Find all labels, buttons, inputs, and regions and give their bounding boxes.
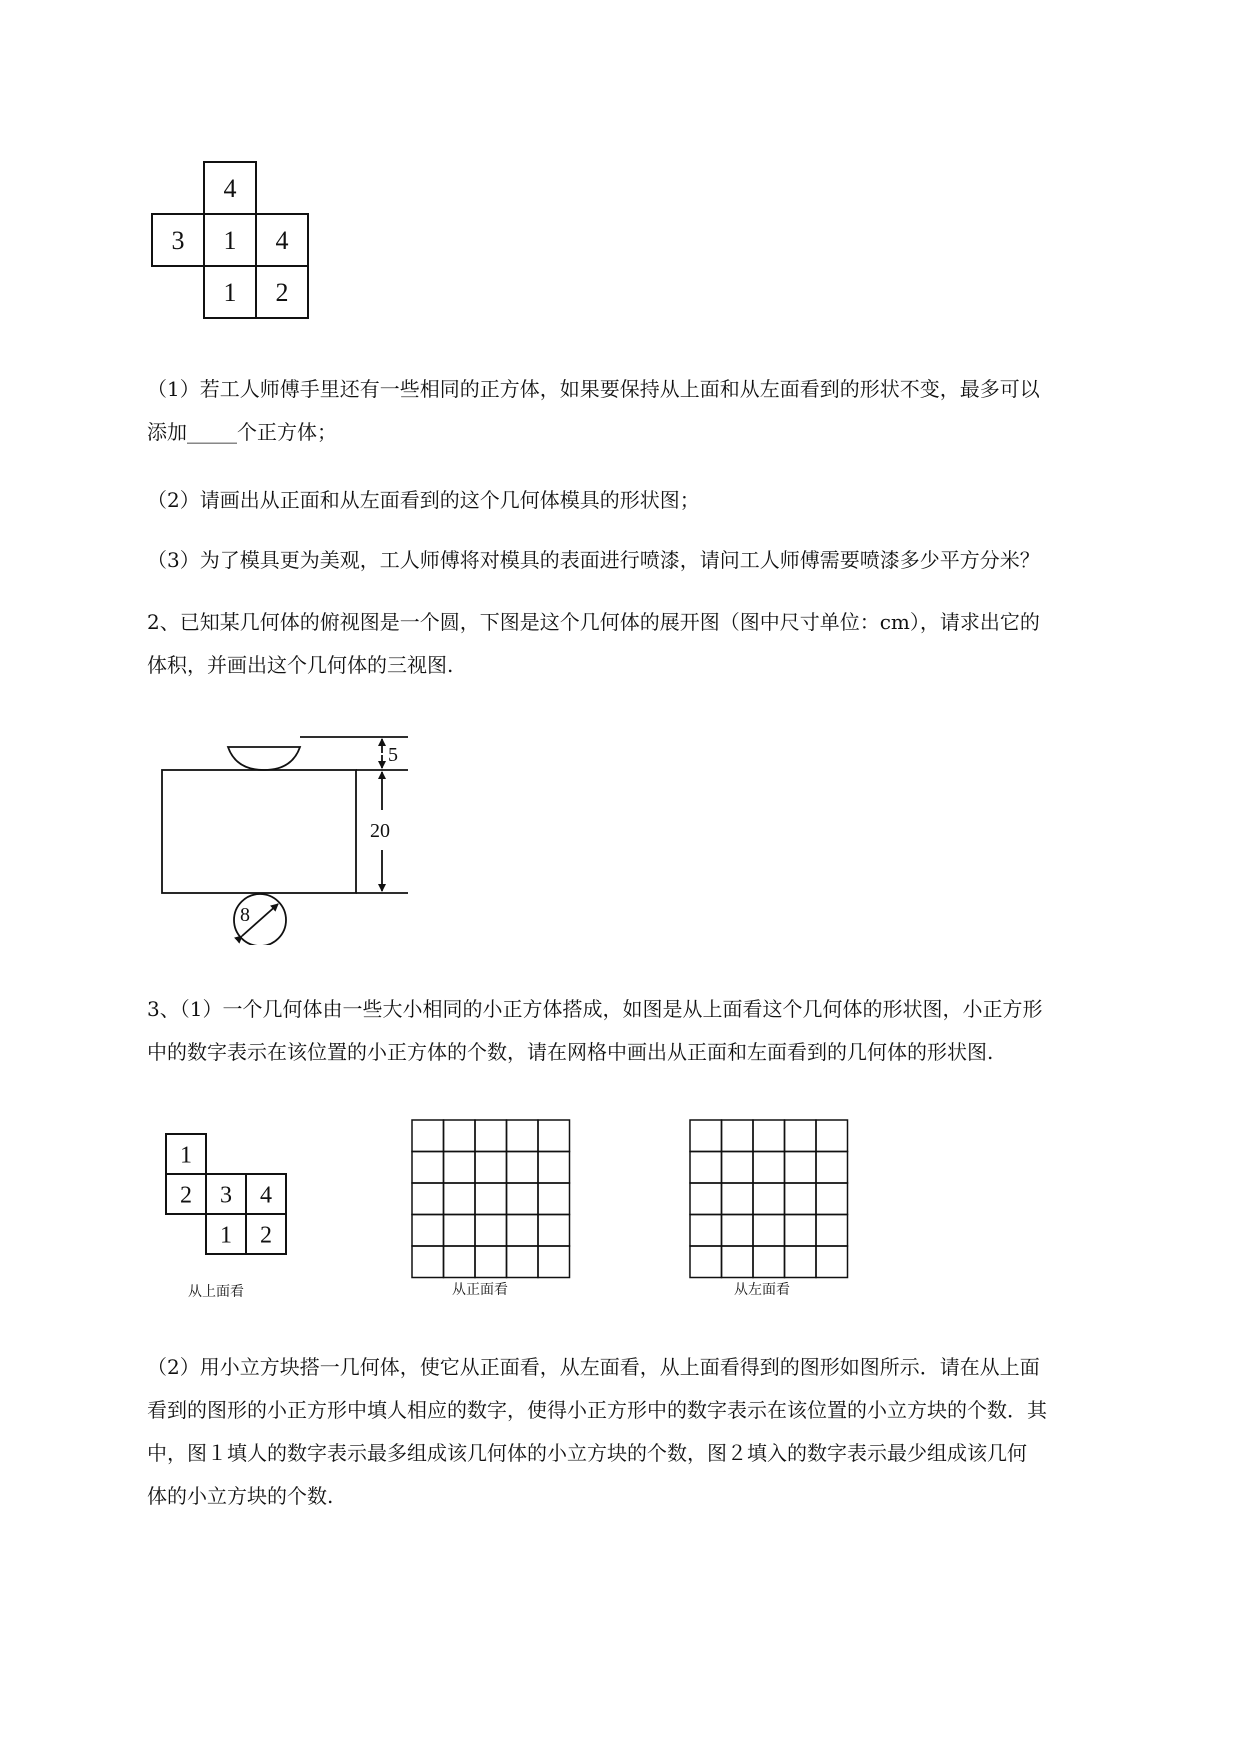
fig3-cell-number: 4 (260, 1182, 272, 1209)
q3-top-view-figure (160, 1130, 300, 1310)
left-grid-cell[interactable] (816, 1215, 848, 1247)
fig1-cell-number: 1 (223, 226, 237, 256)
left-grid-cell[interactable] (785, 1246, 817, 1278)
front-grid-cell[interactable] (538, 1215, 570, 1247)
left-grid-cell[interactable] (753, 1246, 785, 1278)
fig1-cell-number: 1 (223, 278, 237, 308)
fig3-cell-number: 3 (220, 1182, 232, 1209)
front-grid-cell[interactable] (444, 1120, 476, 1152)
cube-top-view-figure (150, 160, 310, 325)
q1-part1-line1: （1）若工人师傅手里还有一些相同的正方体，如果要保持从上面和从左面看到的形状不变，最多可以 (147, 377, 1040, 401)
dim-8-label: 8 (240, 904, 250, 926)
q2-line1: 2、已知某几何体的俯视图是一个圆，下图是这个几何体的展开图（图中尺寸单位：cm），请求出它的 (147, 610, 1040, 634)
left-grid-cell[interactable] (785, 1120, 817, 1152)
left-grid-cell[interactable] (753, 1215, 785, 1247)
front-grid-cell[interactable] (412, 1215, 444, 1247)
front-grid-cell[interactable] (475, 1215, 507, 1247)
left-grid-cell[interactable] (753, 1120, 785, 1152)
left-grid-cell[interactable] (816, 1120, 848, 1152)
front-grid-cell[interactable] (412, 1120, 444, 1152)
front-grid-cell[interactable] (538, 1120, 570, 1152)
caption-top-view: 从上面看 (188, 1285, 244, 1300)
fig3-cell-number: 2 (180, 1182, 192, 1209)
left-grid-cell[interactable] (816, 1152, 848, 1184)
front-grid-cell[interactable] (475, 1120, 507, 1152)
left-grid-cell[interactable] (753, 1183, 785, 1215)
front-grid-cell[interactable] (475, 1152, 507, 1184)
q3-part2-line4: 体的小立方块的个数. (147, 1484, 334, 1508)
q3-part2-line3: 中，图１填人的数字表示最多组成该几何体的小立方块的个数，图２填入的数字表示最少组成该几何 (147, 1441, 1027, 1465)
left-grid-cell[interactable] (690, 1183, 722, 1215)
left-grid-cell[interactable] (722, 1120, 754, 1152)
fig3-cell-number: 1 (220, 1222, 232, 1249)
dim-5-label: 5 (388, 744, 398, 766)
q3-line1: 3、（1）一个几何体由一些大小相同的小正方体搭成，如图是从上面看这个几何体的形状图，小正方形 (147, 997, 1043, 1021)
front-grid-cell[interactable] (507, 1183, 539, 1215)
q3-line2: 中的数字表示在该位置的小正方体的个数，请在网格中画出从正面和左面看到的几何体的形状图. (147, 1040, 994, 1064)
fig1-cell-number: 3 (171, 226, 185, 256)
left-grid-cell[interactable] (690, 1120, 722, 1152)
front-grid-cell[interactable] (412, 1183, 444, 1215)
front-grid-cell[interactable] (538, 1152, 570, 1184)
front-grid-cell[interactable] (507, 1246, 539, 1278)
front-grid-cell[interactable] (507, 1120, 539, 1152)
front-grid-cell[interactable] (475, 1246, 507, 1278)
net-top-segment (228, 747, 300, 770)
q2-line2: 体积，并画出这个几何体的三视图. (147, 653, 454, 677)
caption-left-view: 从左面看 (734, 1283, 790, 1298)
front-grid-cell[interactable] (507, 1152, 539, 1184)
front-grid-cell[interactable] (507, 1215, 539, 1247)
fig3-cell-number: 1 (180, 1142, 192, 1169)
left-grid-cell[interactable] (722, 1246, 754, 1278)
left-grid-cell[interactable] (722, 1183, 754, 1215)
front-grid-cell[interactable] (444, 1152, 476, 1184)
fig1-cell-number: 4 (275, 226, 289, 256)
front-grid-cell[interactable] (475, 1183, 507, 1215)
cylinder-net-figure (150, 725, 420, 945)
left-grid-cell[interactable] (785, 1215, 817, 1247)
front-grid-cell[interactable] (444, 1183, 476, 1215)
left-grid-cell[interactable] (785, 1183, 817, 1215)
front-grid-cell[interactable] (444, 1246, 476, 1278)
front-grid-cell[interactable] (444, 1215, 476, 1247)
left-grid-cell[interactable] (785, 1152, 817, 1184)
q1-part2: （2）请画出从正面和从左面看到的这个几何体模具的形状图； (147, 488, 700, 512)
front-grid-cell[interactable] (412, 1152, 444, 1184)
net-lateral-rectangle (162, 770, 356, 893)
q1-part3: （3）为了模具更为美观，工人师傅将对模具的表面进行喷漆，请问工人师傅需要喷漆多少平方分米？ (147, 548, 1040, 572)
left-view-grid[interactable] (688, 1118, 858, 1310)
q3-part2-line2: 看到的图形的小正方形中填人相应的数字，使得小正方形中的数字表示在该位置的小立方块的个数．其 (147, 1398, 1047, 1422)
fig3-cell-number: 2 (260, 1222, 272, 1249)
q3-part2-line1: （2）用小立方块搭一几何体，使它从正面看，从左面看，从上面看得到的图形如图所示．请在从上面 (147, 1355, 1040, 1379)
left-grid-cell[interactable] (753, 1152, 785, 1184)
dim-20-label: 20 (370, 820, 390, 842)
front-grid-cell[interactable] (538, 1183, 570, 1215)
front-view-grid[interactable] (410, 1118, 580, 1310)
q1-part1-line2: 添加_____个正方体； (147, 420, 337, 444)
caption-front-view: 从正面看 (452, 1283, 508, 1298)
left-grid-cell[interactable] (690, 1215, 722, 1247)
fig1-cell-number: 4 (223, 174, 237, 204)
left-grid-cell[interactable] (722, 1152, 754, 1184)
fig1-cell-number: 2 (275, 278, 289, 308)
left-grid-cell[interactable] (690, 1246, 722, 1278)
front-grid-cell[interactable] (412, 1246, 444, 1278)
left-grid-cell[interactable] (722, 1215, 754, 1247)
left-grid-cell[interactable] (816, 1246, 848, 1278)
front-grid-cell[interactable] (538, 1246, 570, 1278)
left-grid-cell[interactable] (816, 1183, 848, 1215)
left-grid-cell[interactable] (690, 1152, 722, 1184)
